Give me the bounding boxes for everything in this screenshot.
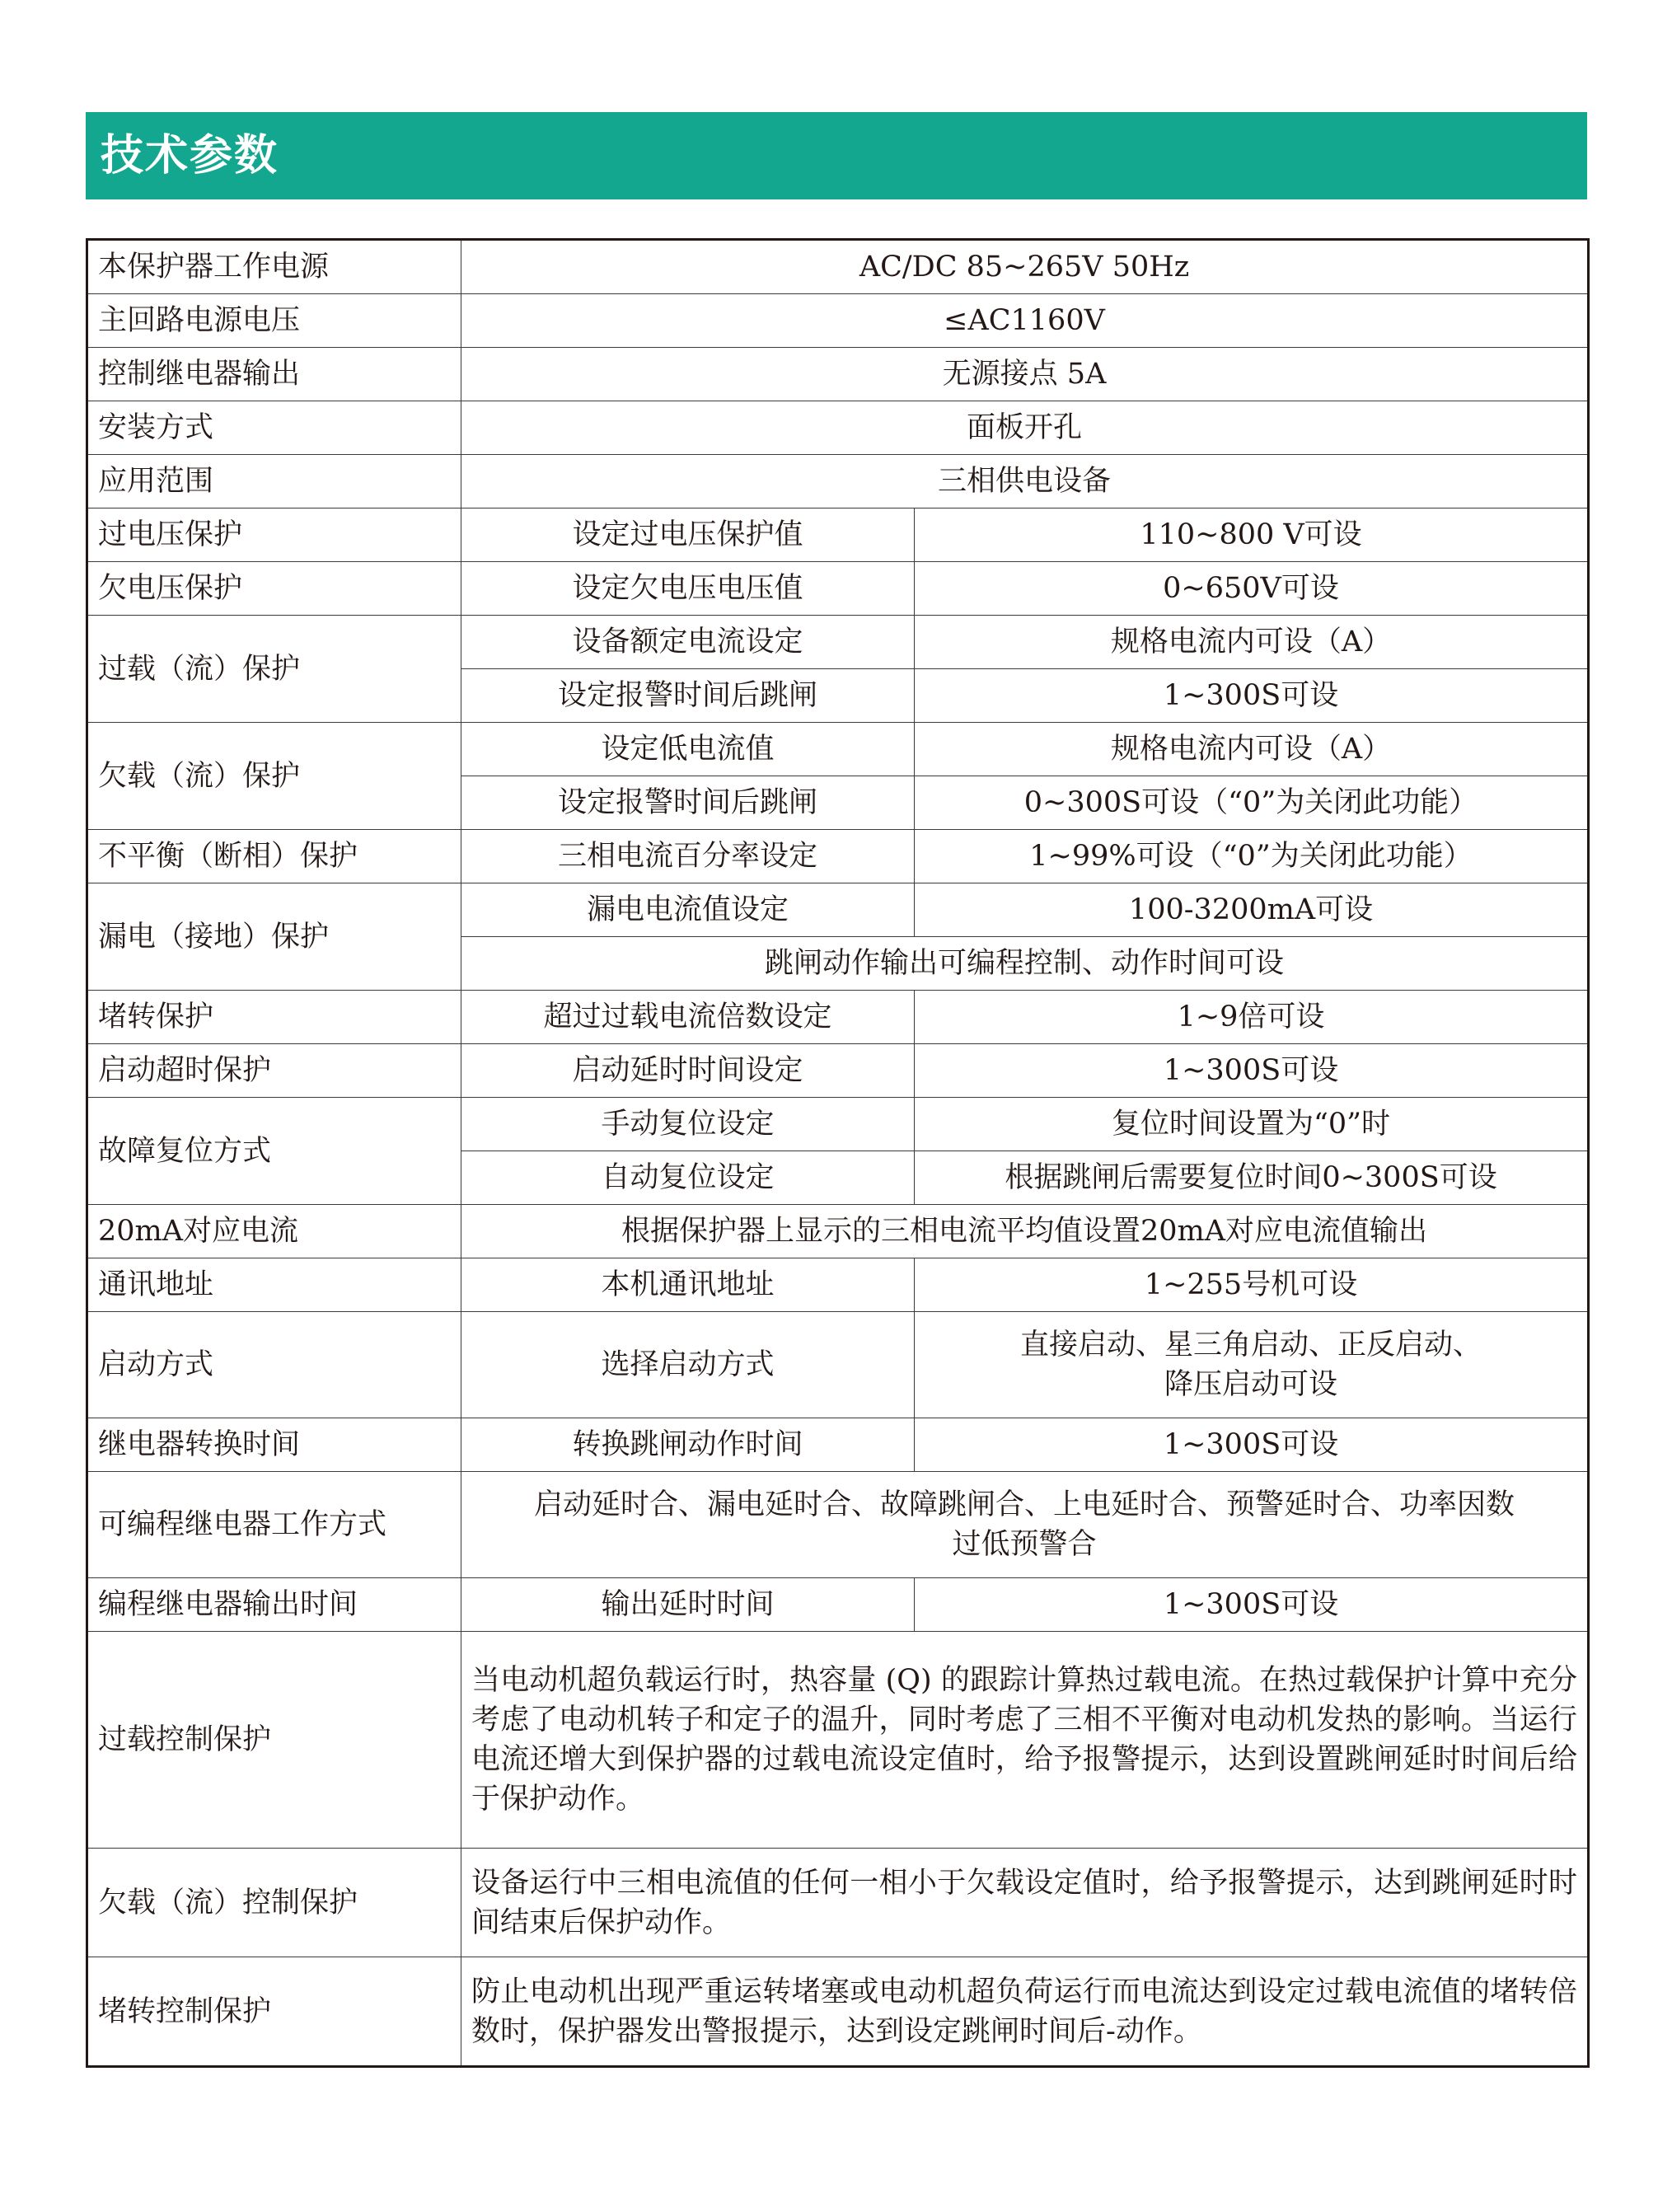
row-label: 应用范围 [87, 455, 461, 508]
row-value-line: 启动延时合、漏电延时合、故障跳闸合、上电延时合、预警延时合、功率因数 [534, 1488, 1515, 1521]
row-value [461, 1472, 1589, 1578]
row-setting: 超过过载电流倍数设定 [461, 991, 915, 1044]
row-label: 可编程继电器工作方式 [87, 1472, 461, 1578]
row-label: 安装方式 [87, 401, 461, 455]
row-setting: 选择启动方式 [461, 1312, 915, 1418]
row-value: 0~650V可设 [915, 562, 1589, 616]
row-label: 过载控制保护 [87, 1632, 461, 1849]
row-label: 欠电压保护 [87, 562, 461, 616]
row-value: 1~300S可设 [915, 669, 1589, 723]
row-label: 控制继电器输出 [87, 348, 461, 401]
row-setting: 手动复位设定 [461, 1098, 915, 1151]
row-setting: 设定低电流值 [461, 723, 915, 776]
row-value: 无源接点 5A [461, 348, 1589, 401]
row-value: 规格电流内可设（A） [915, 723, 1589, 776]
row-label: 不平衡（断相）保护 [87, 830, 461, 883]
row-label: 20mA对应电流 [87, 1205, 461, 1258]
table-row-stall [87, 991, 1589, 1044]
row-setting: 输出延时时间 [461, 1578, 915, 1632]
table-row-fault-reset [87, 1098, 1589, 1151]
table-row-start-timeout [87, 1044, 1589, 1098]
table-row-power-supply [87, 240, 1589, 294]
row-label: 过载（流）保护 [87, 616, 461, 723]
row-value: 0~300S可设（“0”为关闭此功能） [915, 776, 1589, 830]
section-title: 技术参数 [86, 112, 1587, 199]
row-label: 欠载（流）控制保护 [87, 1849, 461, 1957]
table-row-install [87, 401, 1589, 455]
row-label: 继电器转换时间 [87, 1418, 461, 1472]
table-row-leakage [87, 883, 1589, 937]
row-setting: 三相电流百分率设定 [461, 830, 915, 883]
table-row-underload [87, 723, 1589, 776]
row-value: 1~300S可设 [915, 1044, 1589, 1098]
table-row-start-mode [87, 1312, 1589, 1418]
row-setting: 设备额定电流设定 [461, 616, 915, 669]
row-value: ≤AC1160V [461, 294, 1589, 348]
row-label: 漏电（接地）保护 [87, 883, 461, 991]
row-setting: 启动延时时间设定 [461, 1044, 915, 1098]
row-value-line: 直接启动、星三角启动、正反启动、 [1020, 1329, 1482, 1361]
row-value-line: 降压启动可设 [1164, 1368, 1338, 1401]
table-row-current-20ma [87, 1205, 1589, 1258]
row-setting: 设定过电压保护值 [461, 508, 915, 562]
row-value-line: 过低预警合 [952, 1528, 1097, 1561]
row-value: 面板开孔 [461, 401, 1589, 455]
table-row-overvoltage [87, 508, 1589, 562]
table-row-stall-ctrl [87, 1957, 1589, 2067]
table-row-main-voltage [87, 294, 1589, 348]
table-row-scope [87, 455, 1589, 508]
row-value: 100-3200mA可设 [915, 883, 1589, 937]
row-value: 复位时间设置为“0”时 [915, 1098, 1589, 1151]
row-value: 根据跳闸后需要复位时间0~300S可设 [915, 1151, 1589, 1205]
row-label: 本保护器工作电源 [87, 240, 461, 294]
table-row-overload [87, 616, 1589, 669]
row-value: 规格电流内可设（A） [915, 616, 1589, 669]
row-label: 堵转控制保护 [87, 1957, 461, 2067]
row-label: 过电压保护 [87, 508, 461, 562]
row-value: 1~255号机可设 [915, 1258, 1589, 1312]
row-value: 1~99%可设（“0”为关闭此功能） [915, 830, 1589, 883]
row-setting: 转换跳闸动作时间 [461, 1418, 915, 1472]
row-label: 启动超时保护 [87, 1044, 461, 1098]
spec-table [86, 238, 1590, 2068]
row-value: 1~300S可设 [915, 1578, 1589, 1632]
row-label: 通讯地址 [87, 1258, 461, 1312]
row-value: 根据保护器上显示的三相电流平均值设置20mA对应电流值输出 [461, 1205, 1589, 1258]
row-label: 欠载（流）保护 [87, 723, 461, 830]
row-label: 编程继电器输出时间 [87, 1578, 461, 1632]
row-label: 启动方式 [87, 1312, 461, 1418]
row-setting: 设定欠电压电压值 [461, 562, 915, 616]
table-row-relay-switch [87, 1418, 1589, 1472]
row-setting: 自动复位设定 [461, 1151, 915, 1205]
row-value: 110~800 V可设 [915, 508, 1589, 562]
row-label: 主回路电源电压 [87, 294, 461, 348]
row-text: 当电动机超负载运行时，热容量 (Q) 的跟踪计算热过载电流。在热过载保护计算中充分考虑了电动机转子和定子的温升，同时考虑了三相不平衡对电动机发热的影响。当运行电流还增大到保护器的过载电流设定值时，给予报警提示，达到设置跳闸延时时间后给于保护动作。 [461, 1632, 1589, 1849]
row-value: 三相供电设备 [461, 455, 1589, 508]
row-label: 堵转保护 [87, 991, 461, 1044]
table-row-overload-ctrl [87, 1632, 1589, 1849]
row-text: 防止电动机出现严重运转堵塞或电动机超负荷运行而电流达到设定过载电流值的堵转倍数时，保护器发出警报提示，达到设定跳闸时间后-动作。 [461, 1957, 1589, 2067]
row-note: 跳闸动作输出可编程控制、动作时间可设 [461, 937, 1589, 991]
table-row-underload-ctrl [87, 1849, 1589, 1957]
row-text: 设备运行中三相电流值的任何一相小于欠载设定值时，给予报警提示，达到跳闸延时时间结束后保护动作。 [461, 1849, 1589, 1957]
row-value [915, 1312, 1589, 1418]
table-row-relay-output [87, 348, 1589, 401]
row-value: AC/DC 85~265V 50Hz [461, 240, 1589, 294]
table-row-unbalance [87, 830, 1589, 883]
table-row-undervoltage [87, 562, 1589, 616]
row-label: 故障复位方式 [87, 1098, 461, 1205]
table-row-prog-relay-time [87, 1578, 1589, 1632]
row-setting: 设定报警时间后跳闸 [461, 669, 915, 723]
row-setting: 设定报警时间后跳闸 [461, 776, 915, 830]
table-row-comm-address [87, 1258, 1589, 1312]
row-setting: 本机通讯地址 [461, 1258, 915, 1312]
row-value: 1~9倍可设 [915, 991, 1589, 1044]
row-value: 1~300S可设 [915, 1418, 1589, 1472]
table-row-prog-relay-mode [87, 1472, 1589, 1578]
row-setting: 漏电电流值设定 [461, 883, 915, 937]
